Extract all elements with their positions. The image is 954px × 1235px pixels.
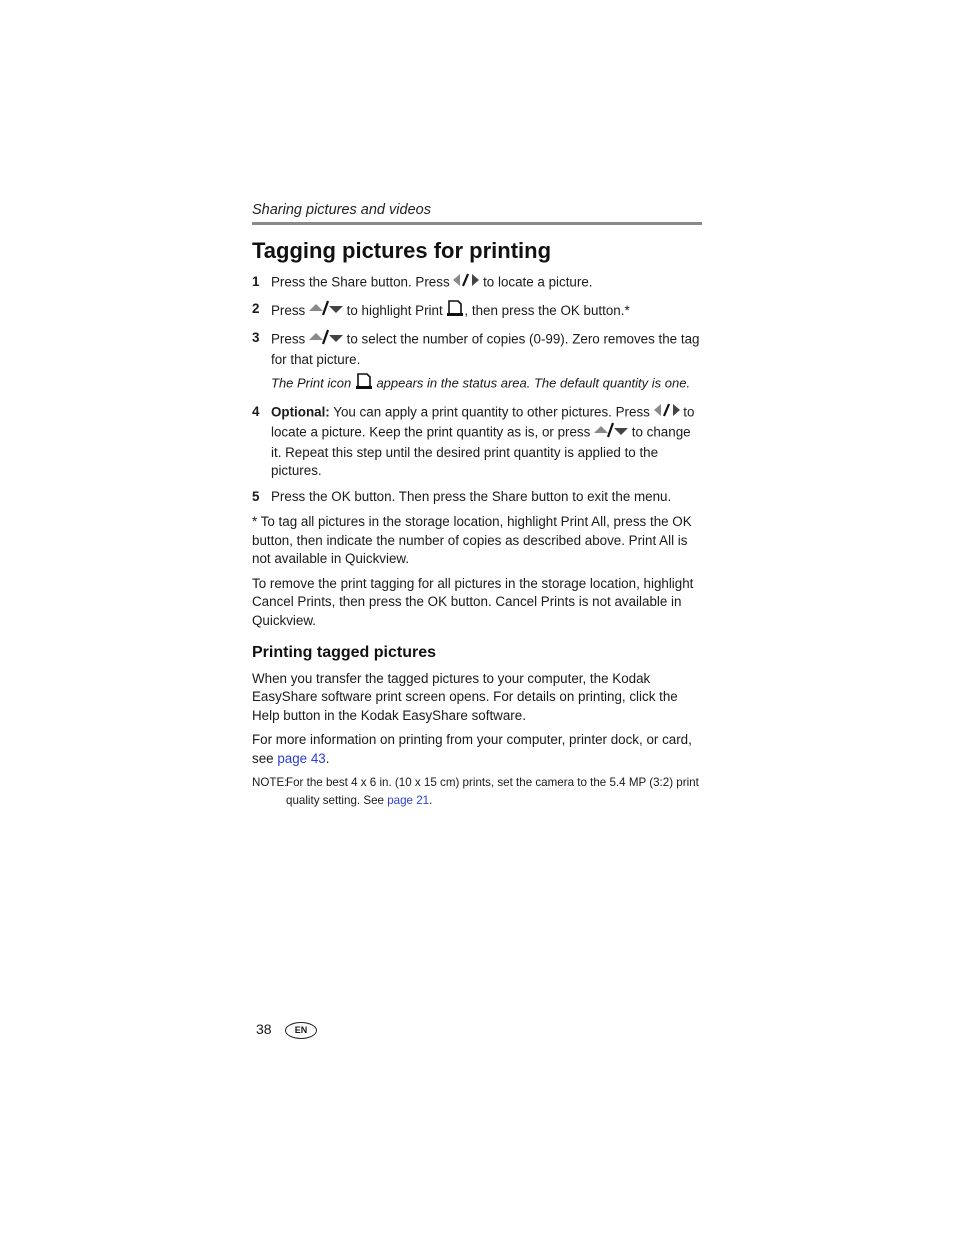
step-text: to highlight Print	[342, 302, 447, 318]
step-text: to locate a picture.	[479, 274, 593, 290]
section-heading: Printing tagged pictures	[252, 644, 437, 661]
step-text: Press	[271, 302, 309, 318]
remove-tagging-paragraph: To remove the print tagging for all pictures in the storage location, highlight Cancel Prints, then press the OK button. Cancel Prints is not available in Quickview.	[252, 575, 694, 628]
up-down-arrows-icon	[309, 300, 343, 322]
left-right-arrows-icon	[453, 273, 479, 293]
step-5	[252, 488, 702, 507]
page-body	[252, 273, 702, 810]
step-3	[252, 329, 702, 369]
language-badge: EN	[285, 1022, 317, 1039]
more-info-text: .	[325, 750, 330, 766]
note-text: The Print icon	[271, 375, 355, 391]
step-4	[252, 403, 702, 481]
step-1	[252, 273, 702, 293]
transfer-paragraph: When you transfer the tagged pictures to your computer, the Kodak EasyShare software print screen opens. For details on printing, click the Help button in the Kodak EasyShare software.	[252, 670, 678, 723]
step-2	[252, 300, 702, 323]
note-text: appears in the status area. The default quantity is one.	[372, 375, 691, 391]
step-text: Press	[271, 331, 309, 347]
print-icon	[355, 373, 373, 396]
page-21-link[interactable]: page 21	[387, 794, 430, 807]
step-number: 2	[252, 300, 260, 316]
step-number: 1	[252, 274, 260, 289]
page-title: Tagging pictures for printing	[252, 238, 552, 263]
step-number: 5	[252, 488, 260, 504]
left-right-arrows-icon	[654, 403, 680, 423]
page-43-link[interactable]: page 43	[277, 750, 326, 766]
running-header: Sharing pictures and videos	[252, 202, 431, 218]
up-down-arrows-icon	[594, 422, 628, 444]
step-text: to locate a picture. Keep the print quantity as is, or press	[271, 403, 695, 440]
optional-label: Optional:	[271, 403, 330, 419]
more-info-paragraph	[252, 731, 702, 768]
step-text: You can apply a print quantity to other pictures. Press	[329, 403, 654, 419]
footnote: * To tag all pictures in the storage location, highlight Print All, press the OK button, then indicate the number of copies as described above. Print All is not available in Quickview.	[252, 514, 692, 566]
note-label: NOTE:	[252, 776, 288, 789]
page-number: 38	[256, 1021, 272, 1037]
step-3-note	[252, 373, 702, 396]
note-text: .	[429, 794, 433, 807]
note-text: For the best 4 x 6 in. (10 x 15 cm) prints, set the camera to the 5.4 MP (3:2) print quality setting. See	[286, 776, 699, 807]
step-number: 4	[252, 403, 260, 419]
up-down-arrows-icon	[309, 329, 343, 351]
step-text: to change it. Repeat this step until the desired print quantity is applied to the pictures.	[271, 424, 691, 478]
note	[252, 774, 702, 810]
step-text: , then press the OK button.*	[464, 302, 630, 318]
step-text: Press the OK button. Then press the Share button to exit the menu.	[271, 488, 672, 504]
header-rule	[252, 222, 702, 225]
step-text: Press the Share button. Press	[271, 274, 454, 290]
print-icon	[446, 300, 464, 323]
step-text: to select the number of copies (0-99). Zero removes the tag for that picture.	[271, 331, 700, 367]
step-number: 3	[252, 330, 260, 345]
more-info-text: For more information on printing from your computer, printer dock, or card, see	[252, 732, 692, 766]
